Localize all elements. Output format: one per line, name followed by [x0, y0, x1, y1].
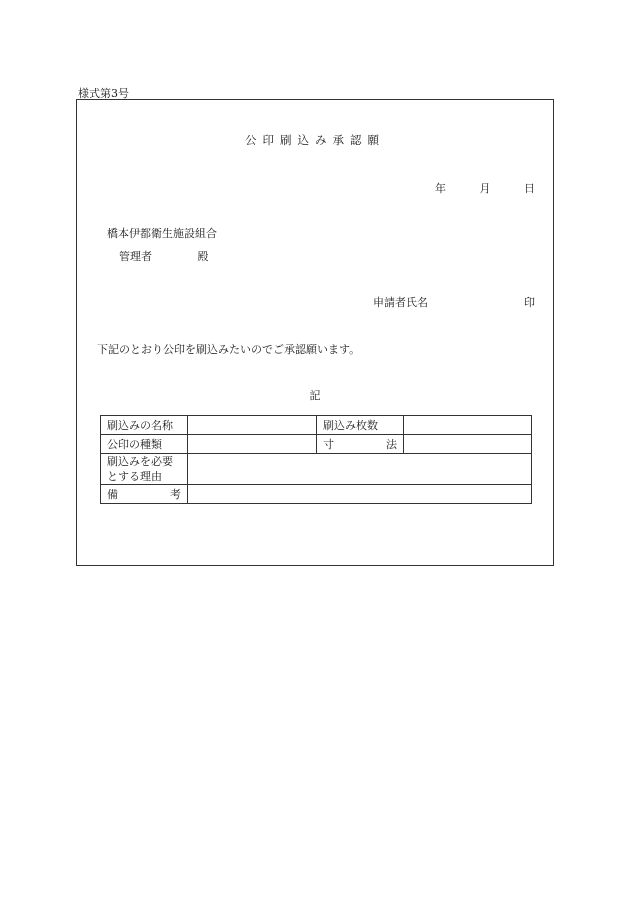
- table-row: [101, 485, 532, 504]
- print-name-field[interactable]: [188, 416, 317, 435]
- form-number: 様式第3号: [78, 87, 129, 100]
- year-label: 年: [435, 182, 446, 195]
- size-label-part2: 法: [386, 438, 397, 451]
- remarks-label: [101, 485, 188, 504]
- addressee-honorific: 殿: [197, 250, 209, 263]
- size-label: [317, 435, 404, 454]
- seal-type-field[interactable]: [188, 435, 317, 454]
- remarks-label-part1: 備: [107, 488, 118, 501]
- reason-label-line2: とする理由: [107, 470, 162, 483]
- applicant-seal-mark: 印: [524, 296, 535, 309]
- day-label: 日: [524, 182, 535, 195]
- ki-heading: 記: [309, 389, 321, 402]
- reason-field[interactable]: [188, 454, 532, 485]
- addressee-line: [119, 248, 209, 264]
- form-frame: [76, 99, 554, 566]
- details-table: [100, 415, 532, 504]
- month-label: 月: [479, 182, 491, 195]
- addressee-position: 管理者: [119, 250, 152, 263]
- table-row: [101, 454, 532, 485]
- print-count-label: 刷込み枚数: [317, 416, 404, 435]
- reason-label-line1: 刷込みを必要: [107, 455, 173, 468]
- table-row: [101, 435, 532, 454]
- seal-type-label: 公印の種類: [101, 435, 188, 454]
- addressee-organization: 橋本伊都衛生施設組合: [107, 227, 217, 240]
- remarks-label-part2: 考: [170, 488, 181, 501]
- date-line: [405, 180, 535, 196]
- size-field[interactable]: [404, 435, 532, 454]
- print-name-label: 刷込みの名称: [101, 416, 188, 435]
- request-statement: 下記のとおり公印を刷込みたいのでご承認願います。: [97, 343, 361, 356]
- print-count-field[interactable]: [404, 416, 532, 435]
- reason-label: [101, 454, 188, 485]
- remarks-field[interactable]: [188, 485, 532, 504]
- applicant-name-label: 申請者氏名: [373, 296, 428, 309]
- size-label-part1: 寸: [323, 438, 334, 451]
- table-row: [101, 416, 532, 435]
- document-title: 公印刷込み承認願: [245, 133, 385, 147]
